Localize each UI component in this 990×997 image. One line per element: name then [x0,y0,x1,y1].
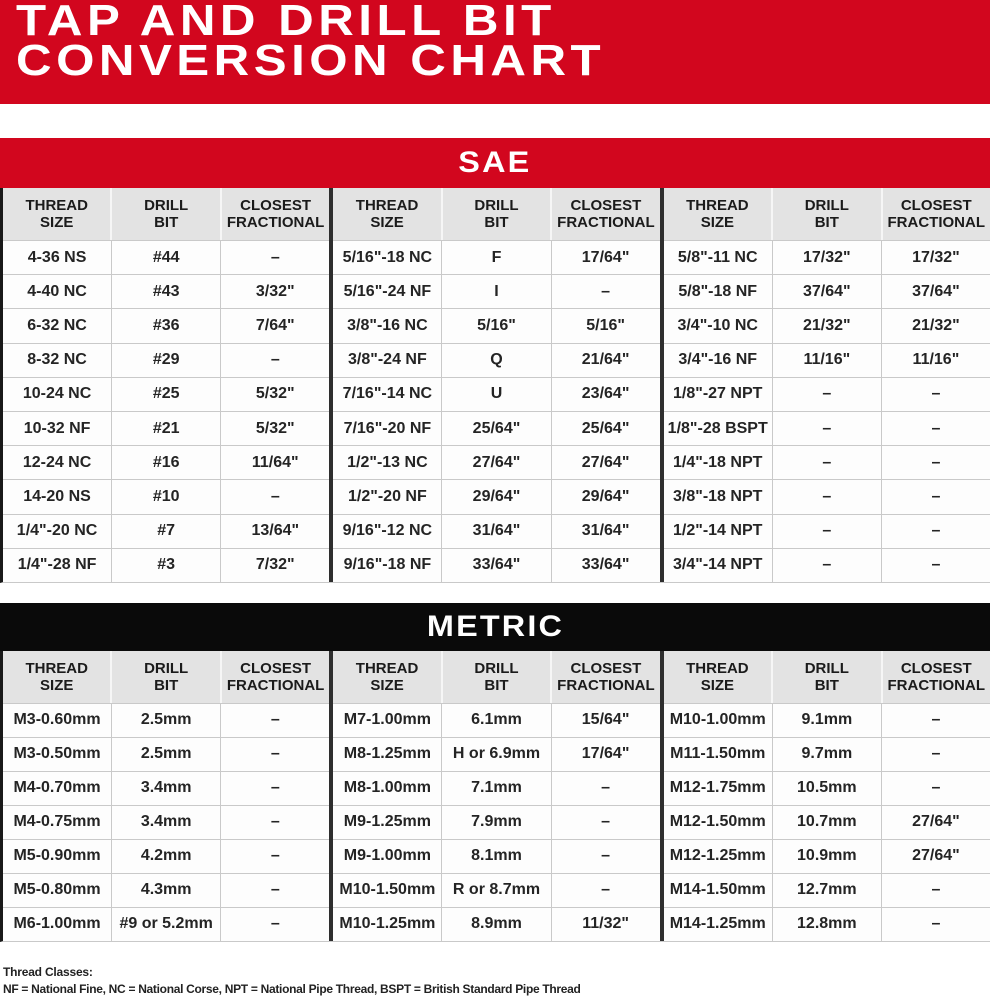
closest-fractional-cell: – [220,480,329,513]
thread-size-cell: 8-32 NC [27,351,87,369]
thread-size-cell: M3-0.50mm [13,745,101,763]
thread-size-cell: 5/8"-11 NC [677,248,758,266]
thread-size-cell: 4-36 NS [27,248,87,266]
column-group [660,188,990,582]
thread-size-cell: M8-1.25mm [343,745,431,763]
column-header-line: DRILL [804,197,849,214]
column-header-line: DRILL [804,659,849,677]
table-row [664,805,990,839]
thread-size-header-cell [333,651,440,703]
closest-fractional-header-cell [881,651,990,703]
closest-fractional-cell: 11/64" [220,446,329,479]
closest-fractional-cell: 17/32" [881,241,990,274]
thread-size-cell: 7/16"-20 NF [343,419,432,437]
thread-size-header-cell [664,188,771,240]
column-header-line: THREAD [355,659,419,677]
table-row [664,274,990,308]
thread-size-cell: M12-1.50mm [669,813,766,831]
table-row [333,907,659,941]
drill-bit-cell: #29 [111,344,220,377]
thread-size-cell: 1/4"-20 NC [16,522,98,540]
column-header-line: FRACTIONAL [887,214,985,231]
thread-size-cell: M9-1.00mm [343,847,431,865]
table-row [333,771,659,805]
title-line-1: TAP AND DRILL BIT [16,0,556,45]
thread-size-cell: M8-1.00mm [343,779,431,797]
thread-size-cell: 3/8"-18 NPT [673,487,763,505]
drill-bit-header-cell [110,188,219,240]
thread-size-header-cell [333,188,440,240]
metric-section [0,603,990,942]
drill-bit-cell: 9.7mm [772,738,881,771]
thread-size-cell: 3/8"-16 NC [347,316,428,334]
drill-bit-cell: #25 [111,378,220,411]
thread-size-cell: M7-1.00mm [343,711,431,729]
column-header-line: CLOSEST [570,659,642,677]
table-row [333,308,659,342]
table-row [333,343,659,377]
column-header-line: SIZE [40,214,74,231]
column-header-line: SIZE [370,676,404,694]
metric-section-title: METRIC [426,609,564,643]
drill-bit-cell: – [772,549,881,582]
sae-section-header-bar [0,138,990,188]
column-header-line: DRILL [144,659,189,677]
drill-bit-cell: #44 [111,241,220,274]
closest-fractional-cell: – [551,840,660,873]
drill-bit-cell: #3 [111,549,220,582]
drill-bit-header-cell [771,188,880,240]
drill-bit-cell: – [772,480,881,513]
table-row [333,274,659,308]
thread-size-cell: 1/4"-18 NPT [673,453,763,471]
thread-size-cell: 5/16"-24 NF [343,282,432,300]
thread-size-cell: 5/16"-18 NC [342,248,433,266]
drill-bit-header-cell [110,651,219,703]
thread-size-cell: M4-0.75mm [13,813,101,831]
thread-size-cell: 3/4"-16 NF [678,351,758,369]
column-header-line: SIZE [370,214,404,231]
table-row [664,548,990,582]
thread-size-cell: 6-32 NC [27,316,87,334]
table-row [3,343,329,377]
table-row [333,873,659,907]
table-row [333,737,659,771]
closest-fractional-cell: 17/64" [551,738,660,771]
closest-fractional-cell: 11/32" [551,908,660,941]
drill-bit-cell: 8.9mm [441,908,550,941]
thread-size-cell: 5/8"-18 NF [678,282,758,300]
drill-bit-cell: I [441,275,550,308]
drill-bit-cell: 29/64" [441,480,550,513]
drill-bit-cell: 9.1mm [772,704,881,737]
thread-size-cell: 12-24 NC [22,453,92,471]
closest-fractional-cell: – [551,806,660,839]
thread-size-cell: 3/4"-10 NC [677,316,758,334]
table-row [664,873,990,907]
closest-fractional-cell: – [220,704,329,737]
drill-bit-cell: #43 [111,275,220,308]
thread-size-cell: 1/2"-14 NPT [673,522,763,540]
column-header-line: FRACTIONAL [887,676,985,694]
column-header-row [3,651,329,703]
thread-size-cell: 3/8"-24 NF [348,351,427,369]
metric-section-header-bar [0,603,990,651]
drill-bit-cell: 11/16" [772,344,881,377]
table-row [664,907,990,941]
closest-fractional-cell: – [220,874,329,907]
sae-table [0,188,990,583]
thread-size-cell: M14-1.50mm [669,881,766,899]
closest-fractional-header-cell [550,188,659,240]
drill-bit-cell: 2.5mm [111,704,220,737]
closest-fractional-cell: – [220,344,329,377]
closest-fractional-cell: – [220,772,329,805]
sae-section-title: SAE [458,146,532,179]
closest-fractional-cell: 5/16" [551,309,660,342]
closest-fractional-cell: 23/64" [551,378,660,411]
closest-fractional-cell: – [881,549,990,582]
thread-size-cell: 1/8"-27 NPT [673,385,763,403]
thread-size-cell: M5-0.80mm [13,881,101,899]
closest-fractional-cell: – [881,480,990,513]
column-header-line: BIT [484,214,509,231]
closest-fractional-cell: 11/16" [881,344,990,377]
thread-size-cell: M9-1.25mm [343,813,431,831]
footer-thread-classes-legend: NF = National Fine, NC = National Corse, NPT = National Pipe Thread, BSPT = British Standard Pipe Thread [3,981,581,996]
drill-bit-cell: 4.2mm [111,840,220,873]
closest-fractional-cell: 15/64" [551,704,660,737]
column-header-line: THREAD [355,197,419,214]
closest-fractional-cell: 27/64" [881,840,990,873]
thread-size-cell: 10-32 NF [23,419,91,437]
closest-fractional-cell: – [881,874,990,907]
drill-bit-cell: – [772,515,881,548]
table-row [3,703,329,737]
sae-section [0,138,990,583]
closest-fractional-cell: – [881,378,990,411]
table-row [664,839,990,873]
closest-fractional-cell: – [881,704,990,737]
column-group [3,651,329,941]
table-row [3,873,329,907]
table-row [664,411,990,445]
drill-bit-cell: #16 [111,446,220,479]
thread-size-cell: M10-1.50mm [339,881,436,899]
drill-bit-cell: 5/16" [441,309,550,342]
column-header-line: SIZE [40,676,74,694]
closest-fractional-cell: – [220,241,329,274]
closest-fractional-cell: 7/32" [220,549,329,582]
drill-bit-cell: 12.8mm [772,908,881,941]
table-row [3,411,329,445]
closest-fractional-cell: 13/64" [220,515,329,548]
table-row [664,343,990,377]
drill-bit-cell: #36 [111,309,220,342]
closest-fractional-cell: – [220,738,329,771]
drill-bit-cell: 21/32" [772,309,881,342]
drill-bit-cell: 10.9mm [772,840,881,873]
table-row [333,479,659,513]
closest-fractional-cell: – [881,515,990,548]
closest-fractional-cell: 3/32" [220,275,329,308]
closest-fractional-cell: – [881,446,990,479]
column-header-line: CLOSEST [240,659,312,677]
drill-bit-cell: #10 [111,480,220,513]
thread-size-cell: 1/4"-28 NF [17,556,97,574]
thread-size-cell: M12-1.25mm [669,847,766,865]
closest-fractional-header-cell [220,188,329,240]
closest-fractional-cell: 37/64" [881,275,990,308]
closest-fractional-cell: 5/32" [220,412,329,445]
drill-bit-cell: – [772,412,881,445]
drill-bit-cell: 7.1mm [441,772,550,805]
closest-fractional-cell: – [551,874,660,907]
table-row [3,377,329,411]
table-row [664,377,990,411]
table-row [3,308,329,342]
closest-fractional-cell: 33/64" [551,549,660,582]
table-row [664,479,990,513]
drill-bit-header-cell [441,188,550,240]
column-header-line: SIZE [700,676,735,694]
drill-bit-cell: 4.3mm [111,874,220,907]
closest-fractional-cell: 5/32" [220,378,329,411]
column-header-line: THREAD [25,659,88,677]
drill-bit-cell: F [441,241,550,274]
metric-table [0,651,990,942]
drill-bit-cell: 7.9mm [441,806,550,839]
thread-size-cell: M11-1.50mm [670,745,766,763]
table-row [3,907,329,941]
table-row [664,737,990,771]
closest-fractional-cell: – [881,412,990,445]
drill-bit-cell: – [772,378,881,411]
closest-fractional-cell: 27/64" [551,446,660,479]
thread-size-cell: M3-0.60mm [13,711,101,729]
thread-size-cell: M6-1.00mm [13,915,101,933]
table-row [3,548,329,582]
thread-size-cell: M5-0.90mm [13,847,101,865]
column-header-row [664,188,990,240]
closest-fractional-header-cell [881,188,990,240]
thread-size-cell: 9/16"-18 NF [343,556,432,574]
closest-fractional-cell: 31/64" [551,515,660,548]
closest-fractional-cell: – [881,908,990,941]
table-row [664,445,990,479]
drill-bit-cell: – [772,446,881,479]
column-group [329,651,659,941]
closest-fractional-header-cell [550,651,659,703]
thread-size-cell: 1/2"-20 NF [348,487,427,505]
closest-fractional-cell: – [220,840,329,873]
column-header-line: BIT [154,214,179,231]
table-row [3,240,329,274]
table-row [664,771,990,805]
thread-size-header-cell [3,651,110,703]
closest-fractional-cell: – [881,738,990,771]
drill-bit-cell: 2.5mm [111,738,220,771]
title-line-2: CONVERSION CHART [16,36,606,85]
thread-size-cell: 14-20 NS [23,487,91,505]
table-row [333,548,659,582]
drill-bit-cell: 37/64" [772,275,881,308]
drill-bit-cell: 31/64" [441,515,550,548]
column-header-row [333,651,659,703]
drill-bit-cell: #9 or 5.2mm [111,908,220,941]
column-header-row [664,651,990,703]
column-header-line: SIZE [700,214,735,231]
drill-bit-cell: #7 [111,515,220,548]
drill-bit-cell: 10.5mm [772,772,881,805]
drill-bit-cell: 6.1mm [441,704,550,737]
thread-size-cell: M12-1.75mm [669,779,766,797]
column-header-line: FRACTIONAL [557,676,655,694]
table-row [333,839,659,873]
drill-bit-cell: U [441,378,550,411]
table-row [333,703,659,737]
column-group [660,651,990,941]
column-group [3,188,329,582]
column-header-line: THREAD [25,197,88,214]
drill-bit-cell: H or 6.9mm [441,738,550,771]
thread-size-cell: 7/16"-14 NC [342,385,433,403]
closest-fractional-cell: – [220,908,329,941]
table-row [333,377,659,411]
drill-bit-cell: 17/32" [772,241,881,274]
closest-fractional-cell: 17/64" [551,241,660,274]
thread-size-cell: 9/16"-12 NC [342,522,433,540]
drill-bit-cell: 3.4mm [111,772,220,805]
table-row [333,514,659,548]
drill-bit-cell: Q [441,344,550,377]
table-row [664,703,990,737]
table-row [3,479,329,513]
column-header-line: CLOSEST [240,197,312,214]
table-row [3,737,329,771]
thread-size-cell: 10-24 NC [22,385,92,403]
column-header-line: DRILL [474,197,519,214]
thread-size-header-cell [664,651,771,703]
title-banner [0,0,990,104]
closest-fractional-cell: – [220,806,329,839]
column-header-line: FRACTIONAL [226,214,325,231]
thread-size-cell: 1/8"-28 BSPT [667,419,768,437]
table-row [664,514,990,548]
table-row [333,445,659,479]
closest-fractional-cell: 25/64" [551,412,660,445]
closest-fractional-cell: 21/32" [881,309,990,342]
thread-size-cell: 1/2"-13 NC [347,453,428,471]
column-header-line: FRACTIONAL [226,676,325,694]
table-row [3,514,329,548]
column-header-line: BIT [814,676,839,694]
table-row [3,274,329,308]
closest-fractional-cell: 29/64" [551,480,660,513]
closest-fractional-cell: 27/64" [881,806,990,839]
column-header-line: BIT [484,676,509,694]
drill-bit-cell: 27/64" [441,446,550,479]
table-row [664,308,990,342]
thread-size-header-cell [3,188,110,240]
thread-size-cell: M10-1.00mm [669,711,766,729]
thread-size-cell: M4-0.70mm [13,779,101,797]
drill-bit-cell: 3.4mm [111,806,220,839]
drill-bit-cell: #21 [111,412,220,445]
thread-size-cell: 3/4"-14 NPT [673,556,763,574]
thread-size-cell: 4-40 NC [27,282,87,300]
closest-fractional-cell: 7/64" [220,309,329,342]
drill-bit-header-cell [441,651,550,703]
closest-fractional-cell: – [551,275,660,308]
drill-bit-cell: R or 8.7mm [441,874,550,907]
column-header-line: BIT [154,676,179,694]
table-row [333,411,659,445]
column-header-line: CLOSEST [900,197,972,214]
column-header-row [333,188,659,240]
table-row [333,805,659,839]
table-row [333,240,659,274]
column-header-row [3,188,329,240]
column-header-line: THREAD [686,197,749,214]
column-header-line: THREAD [686,659,749,677]
table-row [3,805,329,839]
thread-size-cell: M10-1.25mm [339,915,436,933]
column-header-line: FRACTIONAL [557,214,655,231]
column-group [329,188,659,582]
closest-fractional-cell: – [881,772,990,805]
table-row [3,445,329,479]
closest-fractional-cell: 21/64" [551,344,660,377]
closest-fractional-header-cell [220,651,329,703]
column-header-line: BIT [814,214,839,231]
column-header-line: DRILL [474,659,519,677]
drill-bit-cell: 10.7mm [772,806,881,839]
table-row [664,240,990,274]
table-row [3,839,329,873]
footer [0,964,990,997]
table-row [3,771,329,805]
column-header-line: CLOSEST [570,197,642,214]
drill-bit-cell: 12.7mm [772,874,881,907]
footer-thread-classes-heading: Thread Classes: [3,964,93,979]
column-header-line: DRILL [144,197,189,214]
drill-bit-cell: 8.1mm [441,840,550,873]
column-header-line: CLOSEST [900,659,972,677]
thread-size-cell: M14-1.25mm [669,915,766,933]
drill-bit-cell: 25/64" [441,412,550,445]
drill-bit-cell: 33/64" [441,549,550,582]
drill-bit-header-cell [771,651,880,703]
closest-fractional-cell: – [551,772,660,805]
